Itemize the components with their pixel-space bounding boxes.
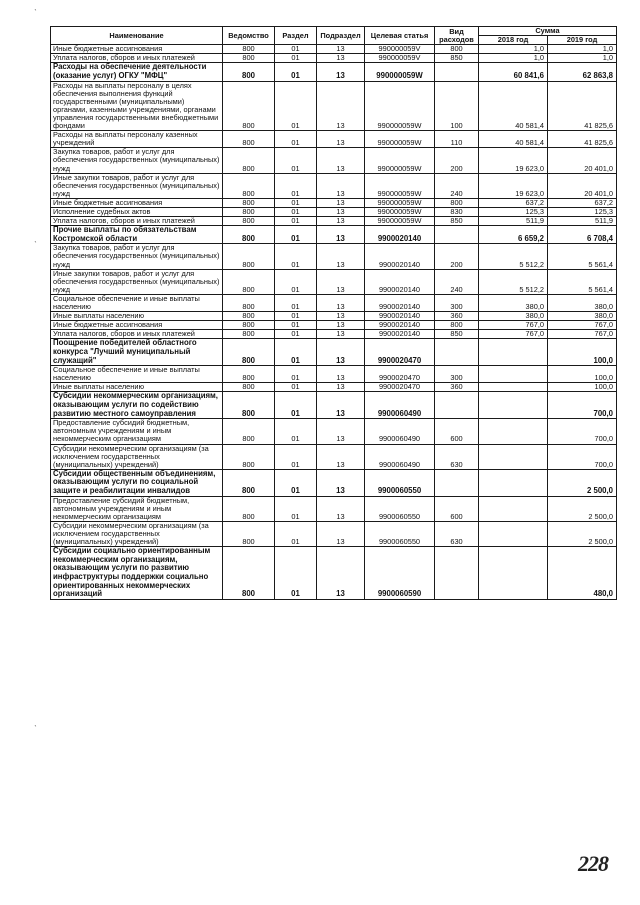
col-header-dept: Ведомство [223, 27, 275, 45]
cell-target: 9900060550 [365, 521, 435, 546]
cell-2019: 6 708,4 [548, 226, 617, 244]
cell-section: 01 [275, 547, 317, 600]
margin-mark: ˋ [34, 240, 37, 250]
cell-kind [435, 63, 479, 81]
cell-2018 [479, 469, 548, 496]
table-row [51, 294, 617, 311]
cell-dept: 800 [223, 444, 275, 469]
cell-dept: 800 [223, 81, 275, 131]
cell-2019: 5 561,4 [548, 269, 617, 294]
cell-2019: 767,0 [548, 330, 617, 339]
cell-2019: 767,0 [548, 321, 617, 330]
cell-dept: 800 [223, 54, 275, 63]
cell-name: Уплата налогов, сборов и иных платежей [51, 330, 223, 339]
table-row [51, 81, 617, 131]
table-row [51, 148, 617, 173]
cell-kind [435, 339, 479, 366]
cell-section: 01 [275, 244, 317, 269]
cell-name: Иные бюджетные ассигнования [51, 45, 223, 54]
table-row [51, 521, 617, 546]
cell-2018: 125,3 [479, 207, 548, 216]
cell-target: 9900020470 [365, 339, 435, 366]
cell-kind: 850 [435, 54, 479, 63]
cell-kind [435, 547, 479, 600]
cell-2019: 20 401,0 [548, 173, 617, 198]
cell-dept: 800 [223, 173, 275, 198]
cell-kind: 360 [435, 312, 479, 321]
cell-target: 990000059W [365, 217, 435, 226]
cell-2018: 380,0 [479, 294, 548, 311]
cell-kind: 240 [435, 269, 479, 294]
cell-name: Исполнение судебных актов [51, 207, 223, 216]
cell-2018: 40 581,4 [479, 131, 548, 148]
cell-target: 9900060490 [365, 392, 435, 419]
cell-section: 01 [275, 269, 317, 294]
cell-subsection: 13 [317, 217, 365, 226]
cell-target: 990000059W [365, 207, 435, 216]
cell-dept: 800 [223, 207, 275, 216]
cell-section: 01 [275, 521, 317, 546]
cell-section: 01 [275, 173, 317, 198]
cell-2019: 41 825,6 [548, 81, 617, 131]
cell-name: Иные бюджетные ассигнования [51, 198, 223, 207]
cell-dept: 800 [223, 383, 275, 392]
cell-2018: 5 512,2 [479, 269, 548, 294]
cell-kind: 360 [435, 383, 479, 392]
cell-dept: 800 [223, 226, 275, 244]
cell-name: Иные закупки товаров, работ и услуг для обеспечения государственных (муниципальных) нужд [51, 173, 223, 198]
table-row [51, 496, 617, 521]
cell-target: 9900020140 [365, 312, 435, 321]
cell-section: 01 [275, 45, 317, 54]
cell-subsection: 13 [317, 81, 365, 131]
cell-target: 990000059W [365, 63, 435, 81]
cell-subsection: 13 [317, 198, 365, 207]
col-header-sum: Сумма [479, 27, 617, 36]
cell-2019: 380,0 [548, 294, 617, 311]
cell-2019: 637,2 [548, 198, 617, 207]
cell-kind: 300 [435, 366, 479, 383]
budget-table [50, 26, 617, 600]
cell-2019: 2 500,0 [548, 521, 617, 546]
cell-subsection: 13 [317, 469, 365, 496]
cell-kind: 850 [435, 330, 479, 339]
cell-target: 9900060550 [365, 496, 435, 521]
cell-section: 01 [275, 131, 317, 148]
cell-2019: 480,0 [548, 547, 617, 600]
cell-name: Уплата налогов, сборов и иных платежей [51, 54, 223, 63]
cell-target: 990000059W [365, 198, 435, 207]
cell-2018: 767,0 [479, 321, 548, 330]
cell-2019: 41 825,6 [548, 131, 617, 148]
cell-target: 990000059W [365, 81, 435, 131]
cell-2019: 100,0 [548, 366, 617, 383]
cell-2019: 700,0 [548, 444, 617, 469]
cell-2018: 5 512,2 [479, 244, 548, 269]
cell-section: 01 [275, 339, 317, 366]
cell-dept: 800 [223, 392, 275, 419]
col-header-kind: Вид расходов [435, 27, 479, 45]
page-number: 228 [578, 851, 608, 876]
cell-name: Расходы на обеспечение деятельности (оказание услуг) ОГКУ "МФЦ" [51, 63, 223, 81]
cell-2018: 1,0 [479, 45, 548, 54]
cell-name: Закупка товаров, работ и услуг для обеспечения государственных (муниципальных) нужд [51, 244, 223, 269]
cell-target: 990000059W [365, 131, 435, 148]
cell-2018 [479, 547, 548, 600]
cell-2019: 700,0 [548, 392, 617, 419]
cell-subsection: 13 [317, 444, 365, 469]
cell-section: 01 [275, 148, 317, 173]
cell-name: Поощрение победителей областного конкурса "Лучший муниципальный служащий" [51, 339, 223, 366]
cell-2018 [479, 383, 548, 392]
cell-2018: 6 659,2 [479, 226, 548, 244]
cell-section: 01 [275, 419, 317, 444]
cell-2018 [479, 392, 548, 419]
table-row-total [51, 226, 617, 244]
cell-dept: 800 [223, 269, 275, 294]
cell-name: Иные закупки товаров, работ и услуг для обеспечения государственных (муниципальных) нужд [51, 269, 223, 294]
cell-2019: 125,3 [548, 207, 617, 216]
cell-section: 01 [275, 294, 317, 311]
table-row-total [51, 63, 617, 81]
cell-section: 01 [275, 383, 317, 392]
cell-dept: 800 [223, 131, 275, 148]
cell-subsection: 13 [317, 226, 365, 244]
col-header-name: Наименование [51, 27, 223, 45]
cell-kind: 850 [435, 217, 479, 226]
cell-name: Субсидии некоммерческим организациям (за исключением государственных (муниципальных) учреждений) [51, 444, 223, 469]
cell-kind: 630 [435, 444, 479, 469]
cell-subsection: 13 [317, 392, 365, 419]
cell-2019: 20 401,0 [548, 148, 617, 173]
col-header-target: Целевая статья [365, 27, 435, 45]
cell-subsection: 13 [317, 419, 365, 444]
cell-kind: 100 [435, 81, 479, 131]
cell-dept: 800 [223, 321, 275, 330]
cell-kind [435, 469, 479, 496]
cell-name: Прочие выплаты по обязательствам Костромской области [51, 226, 223, 244]
cell-kind: 110 [435, 131, 479, 148]
cell-name: Социальное обеспечение и иные выплаты населению [51, 294, 223, 311]
cell-2018 [479, 444, 548, 469]
cell-2019: 100,0 [548, 383, 617, 392]
cell-target: 990000059W [365, 148, 435, 173]
cell-subsection: 13 [317, 330, 365, 339]
cell-2018: 1,0 [479, 54, 548, 63]
cell-target: 9900020470 [365, 383, 435, 392]
cell-target: 9900020140 [365, 294, 435, 311]
cell-section: 01 [275, 444, 317, 469]
cell-section: 01 [275, 366, 317, 383]
cell-2019: 700,0 [548, 419, 617, 444]
cell-2018 [479, 366, 548, 383]
cell-subsection: 13 [317, 383, 365, 392]
cell-target: 9900060490 [365, 419, 435, 444]
cell-2018 [479, 521, 548, 546]
cell-target: 990000059V [365, 45, 435, 54]
cell-dept: 800 [223, 366, 275, 383]
cell-section: 01 [275, 63, 317, 81]
cell-2018: 19 623,0 [479, 173, 548, 198]
cell-target: 9900060490 [365, 444, 435, 469]
cell-target: 990000059W [365, 173, 435, 198]
cell-target: 9900020140 [365, 330, 435, 339]
cell-kind: 800 [435, 45, 479, 54]
table-row [51, 444, 617, 469]
cell-kind: 830 [435, 207, 479, 216]
table-row [51, 419, 617, 444]
cell-kind: 200 [435, 148, 479, 173]
cell-subsection: 13 [317, 173, 365, 198]
table-body [51, 45, 617, 600]
cell-kind: 600 [435, 496, 479, 521]
cell-name: Иные выплаты населению [51, 383, 223, 392]
col-header-2018: 2018 год [479, 36, 548, 45]
cell-kind: 300 [435, 294, 479, 311]
cell-dept: 800 [223, 419, 275, 444]
col-header-subsection: Подраздел [317, 27, 365, 45]
cell-dept: 800 [223, 217, 275, 226]
cell-name: Уплата налогов, сборов и иных платежей [51, 217, 223, 226]
cell-subsection: 13 [317, 547, 365, 600]
cell-dept: 800 [223, 339, 275, 366]
table-row [51, 244, 617, 269]
table-row [51, 269, 617, 294]
cell-2018: 380,0 [479, 312, 548, 321]
table-row-total [51, 392, 617, 419]
cell-subsection: 13 [317, 339, 365, 366]
table-row-total [51, 339, 617, 366]
table-row-total [51, 469, 617, 496]
cell-kind [435, 392, 479, 419]
cell-target: 9900020140 [365, 226, 435, 244]
cell-kind: 630 [435, 521, 479, 546]
cell-subsection: 13 [317, 312, 365, 321]
cell-subsection: 13 [317, 244, 365, 269]
cell-subsection: 13 [317, 207, 365, 216]
cell-name: Иные выплаты населению [51, 312, 223, 321]
cell-target: 990000059V [365, 54, 435, 63]
cell-name: Предоставление субсидий бюджетным, автономным учреждениям и иным некоммерческим организациям [51, 496, 223, 521]
cell-dept: 800 [223, 198, 275, 207]
cell-section: 01 [275, 496, 317, 521]
cell-section: 01 [275, 469, 317, 496]
cell-target: 9900020140 [365, 269, 435, 294]
cell-dept: 800 [223, 63, 275, 81]
cell-subsection: 13 [317, 131, 365, 148]
cell-subsection: 13 [317, 366, 365, 383]
cell-dept: 800 [223, 496, 275, 521]
cell-kind: 240 [435, 173, 479, 198]
cell-name: Расходы на выплаты персоналу в целях обеспечения выполнения функций государственными (муниципальными) органами, казенными учреждениями, органами управления государственными внебюджетными фондами [51, 81, 223, 131]
table-row-total [51, 547, 617, 600]
cell-kind: 200 [435, 244, 479, 269]
cell-2019: 62 863,8 [548, 63, 617, 81]
cell-target: 9900020470 [365, 366, 435, 383]
cell-subsection: 13 [317, 321, 365, 330]
cell-subsection: 13 [317, 269, 365, 294]
cell-target: 9900060550 [365, 469, 435, 496]
cell-subsection: 13 [317, 294, 365, 311]
cell-dept: 800 [223, 547, 275, 600]
col-header-2019: 2019 год [548, 36, 617, 45]
cell-subsection: 13 [317, 45, 365, 54]
cell-name: Субсидии некоммерческим организациям, оказывающим услуги по содействию развитию местного самоуправления [51, 392, 223, 419]
cell-subsection: 13 [317, 54, 365, 63]
cell-section: 01 [275, 392, 317, 419]
cell-kind: 600 [435, 419, 479, 444]
cell-name: Субсидии социально ориентированным некоммерческим организациям, оказывающим услуги по развитию инфраструктуры поддержки социально ориентированных некоммерческих организаций [51, 547, 223, 600]
cell-name: Субсидии общественным объединениям, оказывающим услуги по социальной защите и реабилитации инвалидов [51, 469, 223, 496]
cell-subsection: 13 [317, 148, 365, 173]
cell-section: 01 [275, 330, 317, 339]
cell-dept: 800 [223, 294, 275, 311]
cell-kind: 800 [435, 198, 479, 207]
cell-name: Субсидии некоммерческим организациям (за исключением государственных (муниципальных) учреждений) [51, 521, 223, 546]
cell-2018: 60 841,6 [479, 63, 548, 81]
cell-2018: 767,0 [479, 330, 548, 339]
cell-2018 [479, 419, 548, 444]
cell-kind [435, 226, 479, 244]
cell-subsection: 13 [317, 521, 365, 546]
cell-dept: 800 [223, 45, 275, 54]
cell-section: 01 [275, 81, 317, 131]
cell-2018 [479, 339, 548, 366]
cell-2019: 511,9 [548, 217, 617, 226]
cell-subsection: 13 [317, 496, 365, 521]
cell-2018 [479, 496, 548, 521]
cell-2019: 380,0 [548, 312, 617, 321]
cell-name: Социальное обеспечение и иные выплаты населению [51, 366, 223, 383]
cell-name: Предоставление субсидий бюджетным, автономным учреждениям и иным некоммерческим организациям [51, 419, 223, 444]
margin-mark: ˋ [34, 724, 37, 734]
cell-2018: 511,9 [479, 217, 548, 226]
cell-dept: 800 [223, 330, 275, 339]
cell-2019: 2 500,0 [548, 469, 617, 496]
cell-dept: 800 [223, 521, 275, 546]
cell-subsection: 13 [317, 63, 365, 81]
cell-dept: 800 [223, 244, 275, 269]
table-header [51, 27, 617, 45]
cell-section: 01 [275, 217, 317, 226]
cell-2019: 5 561,4 [548, 244, 617, 269]
cell-name: Закупка товаров, работ и услуг для обеспечения государственных (муниципальных) нужд [51, 148, 223, 173]
cell-section: 01 [275, 312, 317, 321]
cell-target: 9900060590 [365, 547, 435, 600]
cell-dept: 800 [223, 312, 275, 321]
cell-section: 01 [275, 207, 317, 216]
cell-2019: 1,0 [548, 45, 617, 54]
cell-2018: 19 623,0 [479, 148, 548, 173]
cell-dept: 800 [223, 148, 275, 173]
cell-target: 9900020140 [365, 321, 435, 330]
cell-target: 9900020140 [365, 244, 435, 269]
cell-section: 01 [275, 226, 317, 244]
col-header-section: Раздел [275, 27, 317, 45]
cell-section: 01 [275, 54, 317, 63]
table-row [51, 366, 617, 383]
cell-dept: 800 [223, 469, 275, 496]
cell-2018: 40 581,4 [479, 81, 548, 131]
cell-2018: 637,2 [479, 198, 548, 207]
cell-name: Расходы на выплаты персоналу казенных учреждений [51, 131, 223, 148]
margin-mark: ˋ [34, 8, 37, 18]
table-row [51, 173, 617, 198]
table-row [51, 131, 617, 148]
cell-2019: 1,0 [548, 54, 617, 63]
cell-kind: 800 [435, 321, 479, 330]
cell-name: Иные бюджетные ассигнования [51, 321, 223, 330]
cell-section: 01 [275, 321, 317, 330]
cell-section: 01 [275, 198, 317, 207]
cell-2019: 100,0 [548, 339, 617, 366]
cell-2019: 2 500,0 [548, 496, 617, 521]
